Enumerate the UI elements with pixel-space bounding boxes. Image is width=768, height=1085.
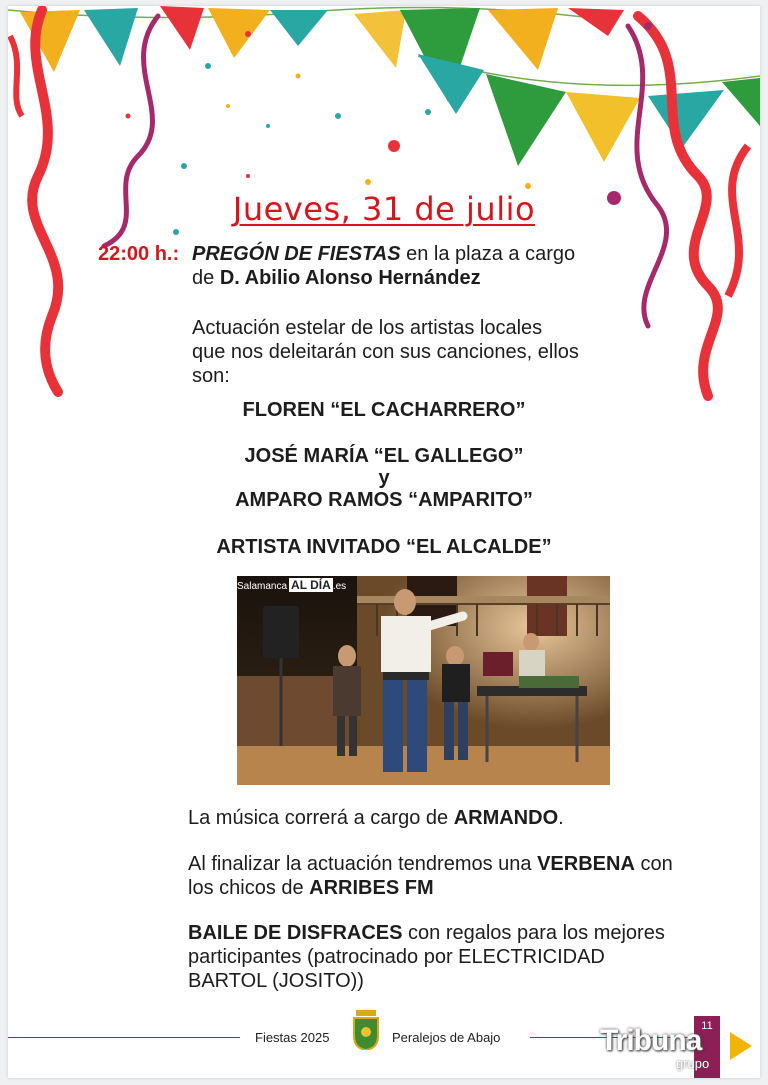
music-name: ARMANDO (453, 807, 559, 829)
photo-watermark (237, 578, 346, 592)
performance-line-3: son: (192, 365, 230, 387)
time-label: 22:00 h.: (98, 243, 180, 265)
verbena-text (188, 852, 673, 900)
event-host: D. Abilio Alonso Hernández (219, 267, 481, 289)
artist-1: FLOREN “EL CACHARRERO” (242, 399, 526, 421)
performance-line-2: que nos deleitarán con sus canciones, ellos (192, 341, 579, 363)
event-description (192, 242, 575, 290)
verbena-band: ARRIBES FM (309, 877, 434, 899)
footer-left-text: Fiestas 2025 (255, 1030, 330, 1045)
music-suffix: . (558, 807, 564, 829)
watermark-suffix: .es (332, 581, 347, 592)
artist-4: ARTISTA INVITADO “EL ALCALDE” (216, 536, 552, 558)
coat-of-arms-icon (352, 1010, 380, 1050)
artist-3: AMPARO RAMOS “AMPARITO” (235, 489, 533, 511)
costume-ball-line2: participantes (patrocinado por ELECTRICIDAD (188, 946, 605, 968)
verbena-line2-prefix: los chicos de (188, 877, 310, 899)
page-number: 11 (701, 1020, 713, 1032)
event-time (98, 242, 179, 266)
music-text (188, 806, 564, 830)
watermark-prefix: Salamanca (237, 581, 288, 592)
footer-right-text: Peralejos de Abajo (392, 1030, 501, 1045)
brand-sub-text: grupo (676, 1056, 710, 1071)
photo-illustration (237, 576, 610, 785)
watermark-brand: AL DÍA (291, 578, 331, 592)
date-title: Jueves, 31 de julio (232, 190, 536, 228)
costume-ball-name: BAILE DE DISFRACES (188, 922, 403, 944)
brand-logo-text: Tribuna (600, 1024, 702, 1057)
costume-ball-line3: BARTOL (JOSITO)) (188, 970, 364, 992)
event-desc: en la plaza a cargo (400, 243, 576, 265)
verbena-prefix: Al finalizar la actuación tendremos una (188, 853, 538, 875)
event-title: PREGÓN DE FIESTAS (192, 243, 401, 265)
event-host-prefix: de (192, 267, 220, 289)
footer-line-left (8, 1037, 240, 1038)
verbena-name: VERBENA (537, 853, 635, 875)
artist-2: JOSÉ MARÍA “EL GALLEGO” (244, 445, 524, 467)
music-prefix: La música correrá a cargo de (188, 807, 454, 829)
event-photo (237, 576, 610, 785)
costume-ball-text (188, 921, 665, 993)
artist-conjunction: y (378, 467, 390, 489)
costume-ball-rest: con regalos para los mejores (402, 922, 665, 944)
play-triangle-icon (730, 1032, 752, 1060)
performance-line-1: Actuación estelar de los artistas locales (192, 317, 543, 339)
poster-page (8, 6, 760, 1078)
performance-text (192, 316, 579, 388)
verbena-suffix: con (634, 853, 673, 875)
